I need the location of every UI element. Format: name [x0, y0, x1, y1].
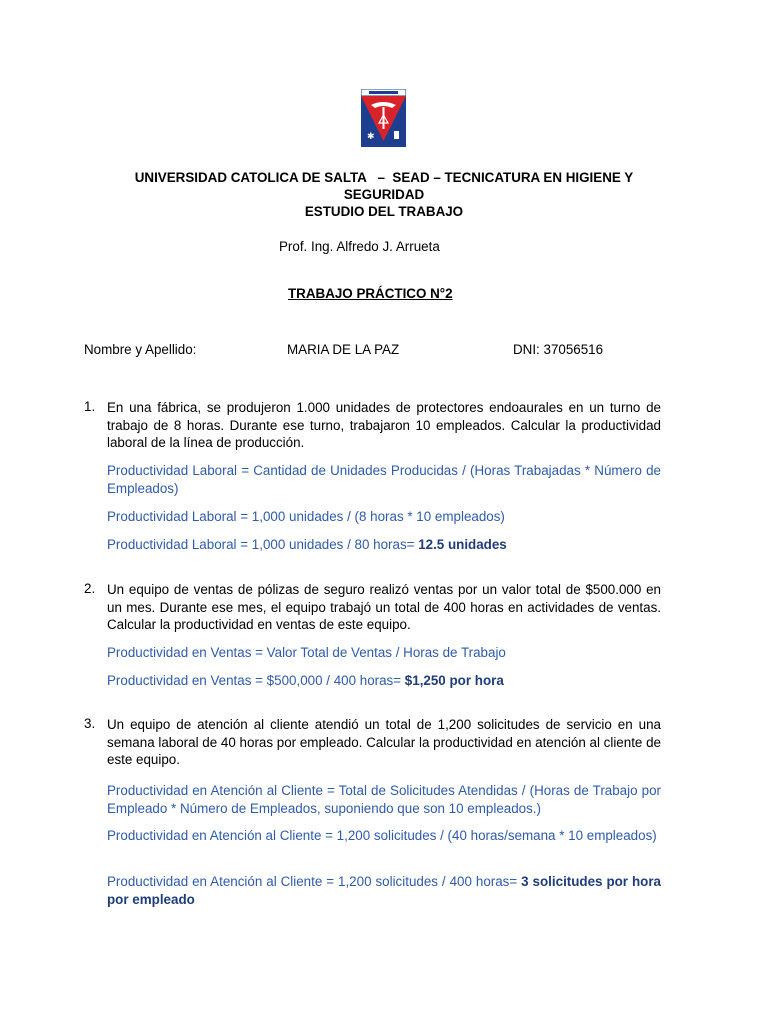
question-2-final-result: $1,250 por hora [404, 673, 504, 688]
question-3-number: 3. [84, 716, 96, 731]
question-3-answer-formula: Productividad en Atención al Cliente = Total de Solicitudes Atendidas / (Horas de Trabajo por Empleado * Número de Empleados, suponiendo que son 10 empleados.) [107, 783, 661, 816]
university-shield-icon [361, 89, 406, 147]
question-2-number: 2. [84, 581, 96, 596]
header-line-1: UNIVERSIDAD CATOLICA DE SALTA – SEAD – TECNICATURA EN HIGIENE Y [134, 170, 634, 185]
student-dni: DNI: 37056516 [513, 342, 604, 357]
svg-text:✱: ✱ [367, 132, 375, 142]
question-1-final-prefix: Productividad Laboral = 1,000 unidades / 80 horas= [107, 537, 419, 552]
question-2-answer-final [107, 672, 661, 690]
question-1-answer-substitution: Productividad Laboral = 1,000 unidades / (8 horas * 10 empleados) [107, 509, 505, 524]
professor-name: Prof. Ing. Alfredo J. Arrueta [279, 239, 440, 254]
student-name-value: MARIA DE LA PAZ [287, 342, 400, 357]
question-2-answer-formula: Productividad en Ventas = Valor Total de Ventas / Horas de Trabajo [107, 645, 506, 660]
question-3-final-result: 3 solicitudes por hora por empleado [107, 874, 661, 907]
header-course-title: ESTUDIO DEL TRABAJO [304, 204, 464, 219]
question-1-answer-final [107, 536, 661, 554]
question-1-answer-formula: Productividad Laboral = Cantidad de Unidades Producidas / (Horas Trabajadas * Número de Empleados) [107, 463, 661, 496]
student-name-label: Nombre y Apellido: [84, 342, 197, 357]
question-1-text: En una fábrica, se produjeron 1.000 unidades de protectores endoaurales en un turno de trabajo de 8 horas. Durante ese turno, trabajaron 10 empleados. Calcular la productividad laboral de la línea de producción. [107, 400, 661, 450]
question-2-final-prefix: Productividad en Ventas = $500,000 / 400 horas= [107, 673, 405, 688]
assignment-title: TRABAJO PRÁCTICO N°2 [288, 286, 453, 301]
question-3-answer-substitution: Productividad en Atención al Cliente = 1,200 solicitudes / (40 horas/semana * 10 empleados) [107, 828, 657, 843]
question-3-final-prefix: Productividad en Atención al Cliente = 1,200 solicitudes / 400 horas= [107, 874, 522, 889]
question-3-text: Un equipo de atención al cliente atendió un total de 1,200 solicitudes de servicio en una semana laboral de 40 horas por empleado. Calcular la productividad en atención al cliente de este equipo. [107, 717, 661, 767]
question-2-text: Un equipo de ventas de pólizas de seguro realizó ventas por un valor total de $500.000 en un mes. Durante ese mes, el equipo trabajó un total de 400 horas en actividades de ventas. Calcular la productividad en ventas de este equipo. [107, 582, 661, 632]
question-1-final-result: 12.5 unidades [418, 537, 507, 552]
header-line-2: SEGURIDAD [343, 187, 425, 202]
question-1-number: 1. [84, 399, 96, 414]
question-3-answer-final [107, 873, 661, 908]
